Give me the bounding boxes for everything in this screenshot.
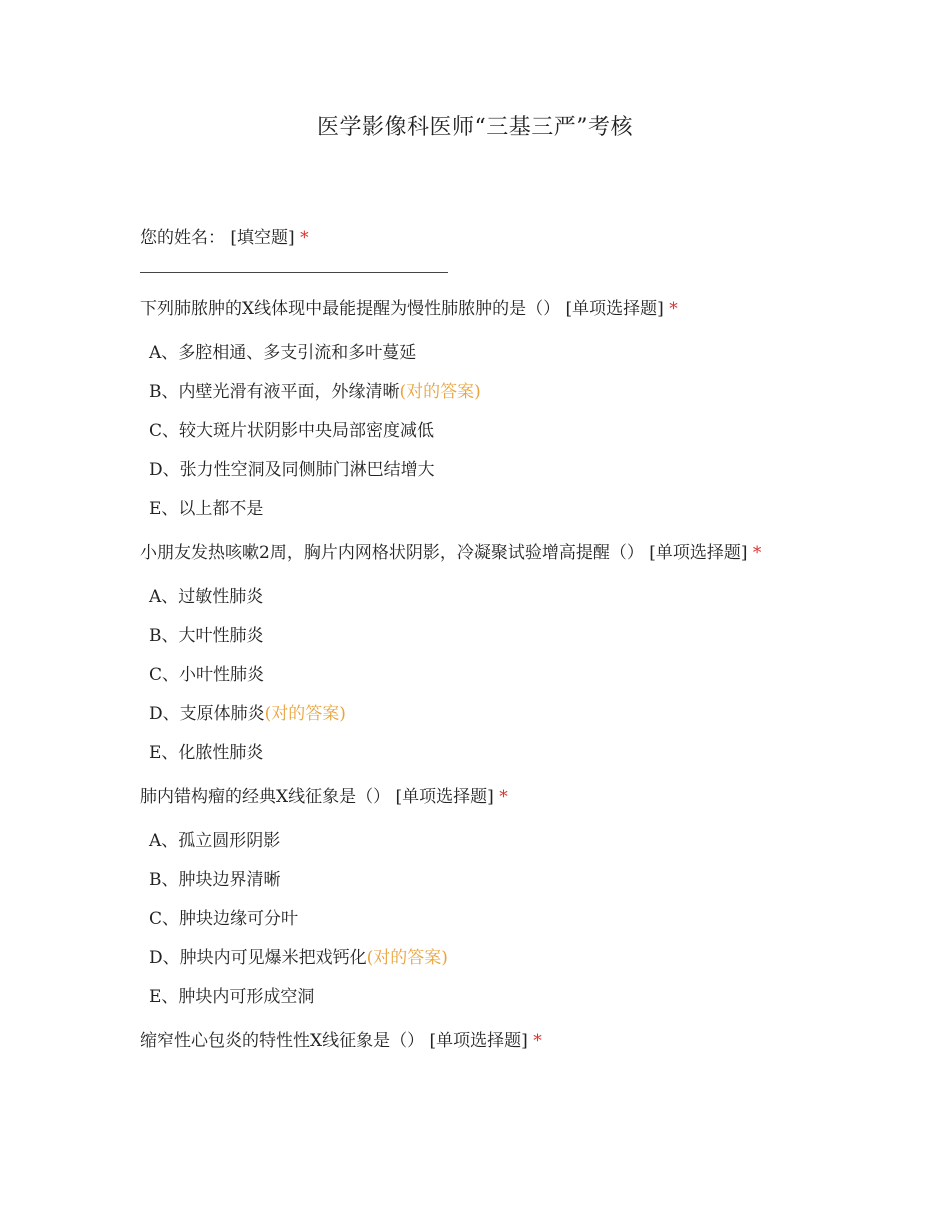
question-4 xyxy=(140,1027,815,1055)
option-label: A、过敏性肺炎 xyxy=(149,587,264,607)
question-stem: 肺内错构瘤的经典X线征象是（） xyxy=(140,787,391,807)
name-question-type: [填空题] xyxy=(230,228,295,248)
required-star: * xyxy=(499,787,508,807)
name-fill-blank[interactable] xyxy=(140,272,448,273)
correct-answer-tag: (对的答案) xyxy=(399,382,481,402)
required-star: * xyxy=(300,228,309,248)
question-type: [单项选择题] xyxy=(649,543,748,563)
option-label: C、肿块边缘可分叶 xyxy=(149,909,299,929)
option-b[interactable] xyxy=(140,617,815,656)
required-star: * xyxy=(752,543,762,563)
question-stem: 下列肺脓肿的X线体现中最能提醒为慢性肺脓肿的是（） xyxy=(140,299,561,319)
option-label: B、肿块边界清晰 xyxy=(149,870,281,890)
required-star: * xyxy=(533,1031,542,1051)
option-label: D、肿块内可见爆米把戏钙化 xyxy=(149,948,367,968)
question-3 xyxy=(140,783,815,1017)
question-type: [单项选择题] xyxy=(565,299,664,319)
question-2 xyxy=(140,539,815,773)
option-label: B、大叶性肺炎 xyxy=(149,626,264,646)
option-c[interactable] xyxy=(140,656,815,695)
question-3-text xyxy=(140,783,815,811)
question-type: [单项选择题] xyxy=(395,787,494,807)
question-type: [单项选择题] xyxy=(429,1031,528,1051)
option-d[interactable] xyxy=(140,939,815,978)
option-label: E、化脓性肺炎 xyxy=(149,743,264,763)
question-3-options xyxy=(140,822,815,1017)
option-c[interactable] xyxy=(140,412,815,451)
name-question xyxy=(140,224,815,252)
option-a[interactable] xyxy=(140,578,815,617)
option-e[interactable] xyxy=(140,490,815,529)
option-label: A、多腔相通、多支引流和多叶蔓延 xyxy=(149,343,417,363)
option-e[interactable] xyxy=(140,978,815,1017)
option-label: C、较大斑片状阴影中央局部密度减低 xyxy=(149,421,435,441)
option-b[interactable] xyxy=(140,373,815,412)
option-label: B、内壁光滑有液平面，外缘清晰 xyxy=(149,382,400,402)
option-d[interactable] xyxy=(140,695,815,734)
correct-answer-tag: (对的答案) xyxy=(366,948,448,968)
question-2-options xyxy=(140,578,815,773)
required-star: * xyxy=(669,299,678,319)
option-d[interactable] xyxy=(140,451,815,490)
option-b[interactable] xyxy=(140,861,815,900)
question-stem: 小朋友发热咳嗽2周，胸片内网格状阴影，冷凝聚试验增高提醒（） xyxy=(140,543,644,563)
option-label: E、肿块内可形成空洞 xyxy=(149,987,315,1007)
correct-answer-tag: (对的答案) xyxy=(264,704,346,724)
question-1 xyxy=(140,295,815,529)
question-stem: 缩窄性心包炎的特性性X线征象是（） xyxy=(140,1031,425,1051)
option-e[interactable] xyxy=(140,734,815,773)
question-2-text xyxy=(140,539,815,567)
page-title: 医学影像科医师“三基三严”考核 xyxy=(317,115,633,140)
option-c[interactable] xyxy=(140,900,815,939)
option-label: D、张力性空洞及同侧肺门淋巴结增大 xyxy=(149,460,435,480)
option-a[interactable] xyxy=(140,822,815,861)
question-4-text xyxy=(140,1027,815,1055)
questionnaire-body xyxy=(140,224,815,1065)
name-label: 您的姓名： xyxy=(140,228,225,248)
question-1-options xyxy=(140,334,815,529)
option-a[interactable] xyxy=(140,334,815,373)
option-label: C、小叶性肺炎 xyxy=(149,665,265,685)
option-label: E、以上都不是 xyxy=(149,499,264,519)
option-label: A、孤立圆形阴影 xyxy=(149,831,281,851)
question-1-text xyxy=(140,295,815,323)
option-label: D、支原体肺炎 xyxy=(149,704,265,724)
